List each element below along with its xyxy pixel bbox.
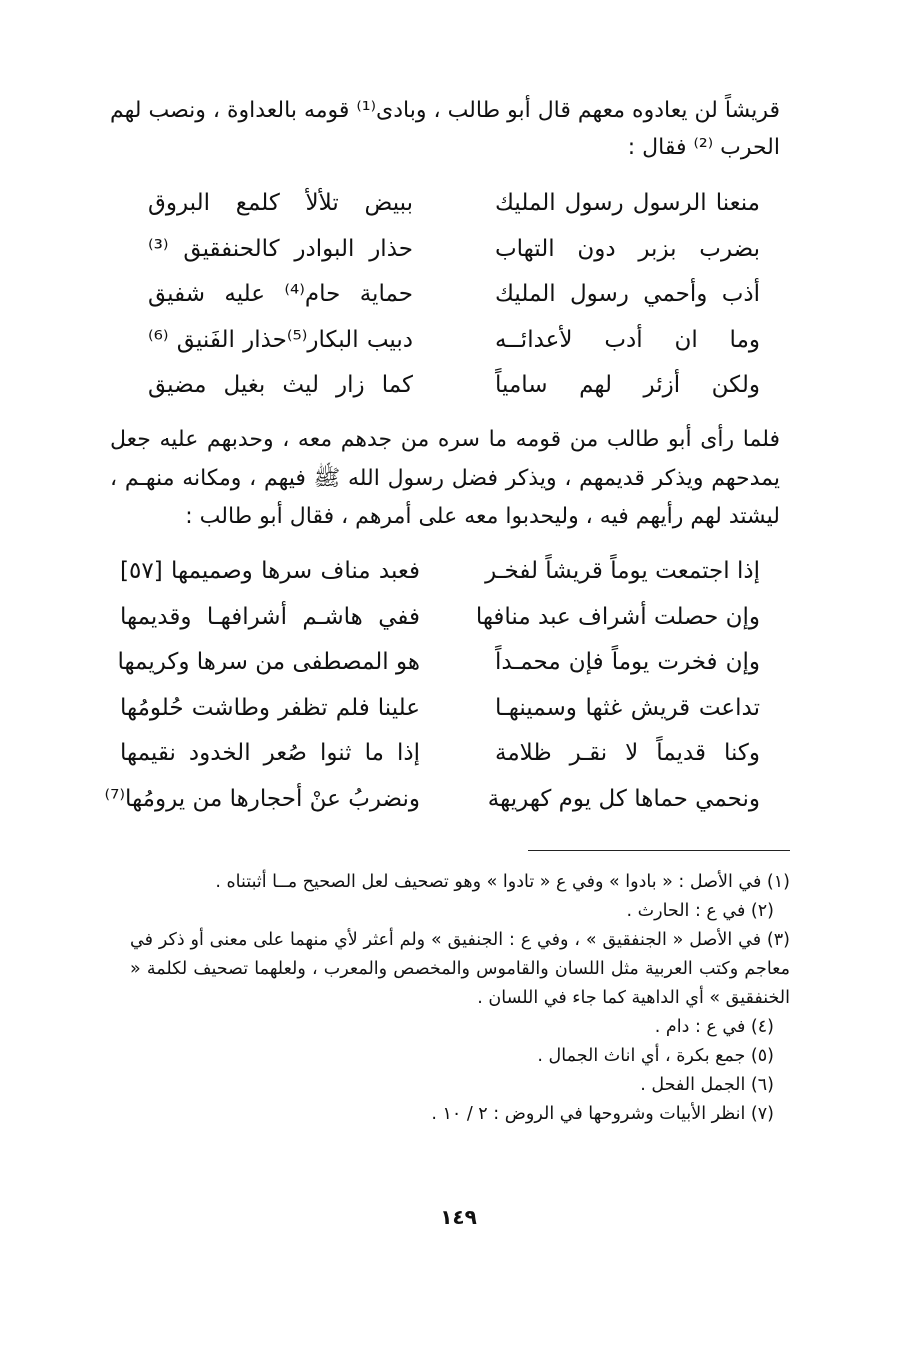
verse-first-hemistich: تداعت قريش غثها وسمينهـا (495, 694, 760, 721)
verse-second-hemistich: علينا فلم تظفر وطاشت حُلومُها (120, 694, 420, 721)
verse-first-hemistich: أذب وأحمي رسول المليك (495, 281, 760, 307)
verse-second-hemistich: ففي هاشـم أشرافهـا وقديمها (120, 603, 420, 630)
footnote-6: (٦) الجمل الفحل . (640, 1075, 774, 1095)
footnote-2: (٢) في ع : الحارث . (626, 901, 774, 921)
poem-first (120, 190, 760, 418)
poem-verse (120, 372, 760, 418)
verse-first-hemistich: ونحمي حماها كل يوم كهريهة (487, 785, 760, 812)
footnote-7: (٧) انظر الأبيات وشروحها في الروض : ٢ / ١٠ . (431, 1104, 774, 1124)
verse-second-hemistich: هو المصطفى من سرها وكريمها (117, 649, 420, 675)
footnote-separator (528, 850, 790, 851)
verse-first-hemistich: بضرب بزبر دون التهاب (495, 235, 760, 262)
poem-verse (120, 236, 760, 282)
footnote-4: (٤) في ع : دام . (654, 1017, 774, 1037)
poem-verse (120, 190, 760, 236)
footnotes (130, 868, 790, 1129)
verse-second-hemistich: حذار البوادر كالحنفقيق ⁽³⁾ (148, 235, 413, 262)
verse-second-hemistich: دبيب البكار⁽⁵⁾حذار الفَنيق ⁽⁶⁾ (148, 326, 413, 353)
poem-verse (104, 785, 760, 832)
verse-first-hemistich: وإن حصلت أشراف عبد منافها (475, 603, 760, 630)
verse-second-hemistich: ببيض تلألأ كلمع البروق (148, 190, 413, 216)
footnote-5: (٥) جمع بكرة ، أي اناث الجمال . (537, 1046, 774, 1066)
verse-second-hemistich: فعبد مناف سرها وصميمها [٥٧] (120, 558, 420, 584)
footnote-3: (٣) في الأصل « الجنفقيق » ، وفي ع : الجنفيق » ولم أعثر لأي منهما على معنى أو ذكر في معاجم وكتب العربية مثل اللسان والقاموس والمخصص والمعرب ، ولعلهما تصحيف لكلمة « الخنفقيق » أي الداهية كما جاء في اللسان . (130, 930, 790, 1008)
verse-first-hemistich: إذا اجتمعت يوماً قريشاً لفخـر (485, 558, 760, 584)
verse-second-hemistich: حماية حام⁽⁴⁾ عليه شفيق (148, 281, 413, 307)
poem-verse (120, 558, 760, 604)
verse-first-hemistich: ولكن أزئر لهم سامياً (495, 372, 760, 398)
poem-verse (120, 695, 760, 741)
poem-verse (120, 740, 760, 786)
narrative-paragraph: فلما رأى أبو طالب من قومه ما سره من جدهم معه ، وحدبهم عليه جعل يمدحهم ويذكر قديمهم ، ويذكر فضل رسول الله ﷺ فيهم ، ومكانه منهـم ، ليشتد لهم رأيهم فيه ، وليحدبوا معه على أمرهم ، فقال أبو طالب : (110, 427, 780, 529)
verse-second-hemistich: ونضربُ عنْ أحجارها من يرومُها⁽⁷⁾ (104, 785, 420, 812)
footnote-1: (١) في الأصل : « بادوا » وفي ع « تادوا » وهو تصحيف لعل الصحيح مــا أثبتناه . (215, 872, 790, 892)
verse-second-hemistich: إذا ما ثنوا صُعر الخدود نقيمها (120, 740, 420, 766)
poem-verse (120, 281, 760, 327)
verse-first-hemistich: وكنا قديماً لا نقـر ظلامة (495, 740, 760, 766)
poem-verse (117, 649, 760, 695)
poem-verse (120, 604, 760, 650)
verse-second-hemistich: كما زار ليث بغيل مضيق (148, 372, 413, 398)
page-number: ١٤٩ (440, 1205, 477, 1229)
poem-second (104, 558, 760, 831)
verse-first-hemistich: منعنا الرسول رسول المليك (495, 190, 760, 216)
poem-verse (120, 327, 760, 373)
verse-first-hemistich: وإن فخرت يوماً فإن محمـداً (495, 649, 760, 675)
verse-first-hemistich: وما ان أدب لأعدائــه (495, 326, 760, 353)
intro-paragraph: قريشاً لن يعادوه معهم قال أبو طالب ، وبادى⁽¹⁾ قومه بالعداوة ، ونصب لهم الحرب ⁽²⁾ فقال : (110, 98, 780, 160)
